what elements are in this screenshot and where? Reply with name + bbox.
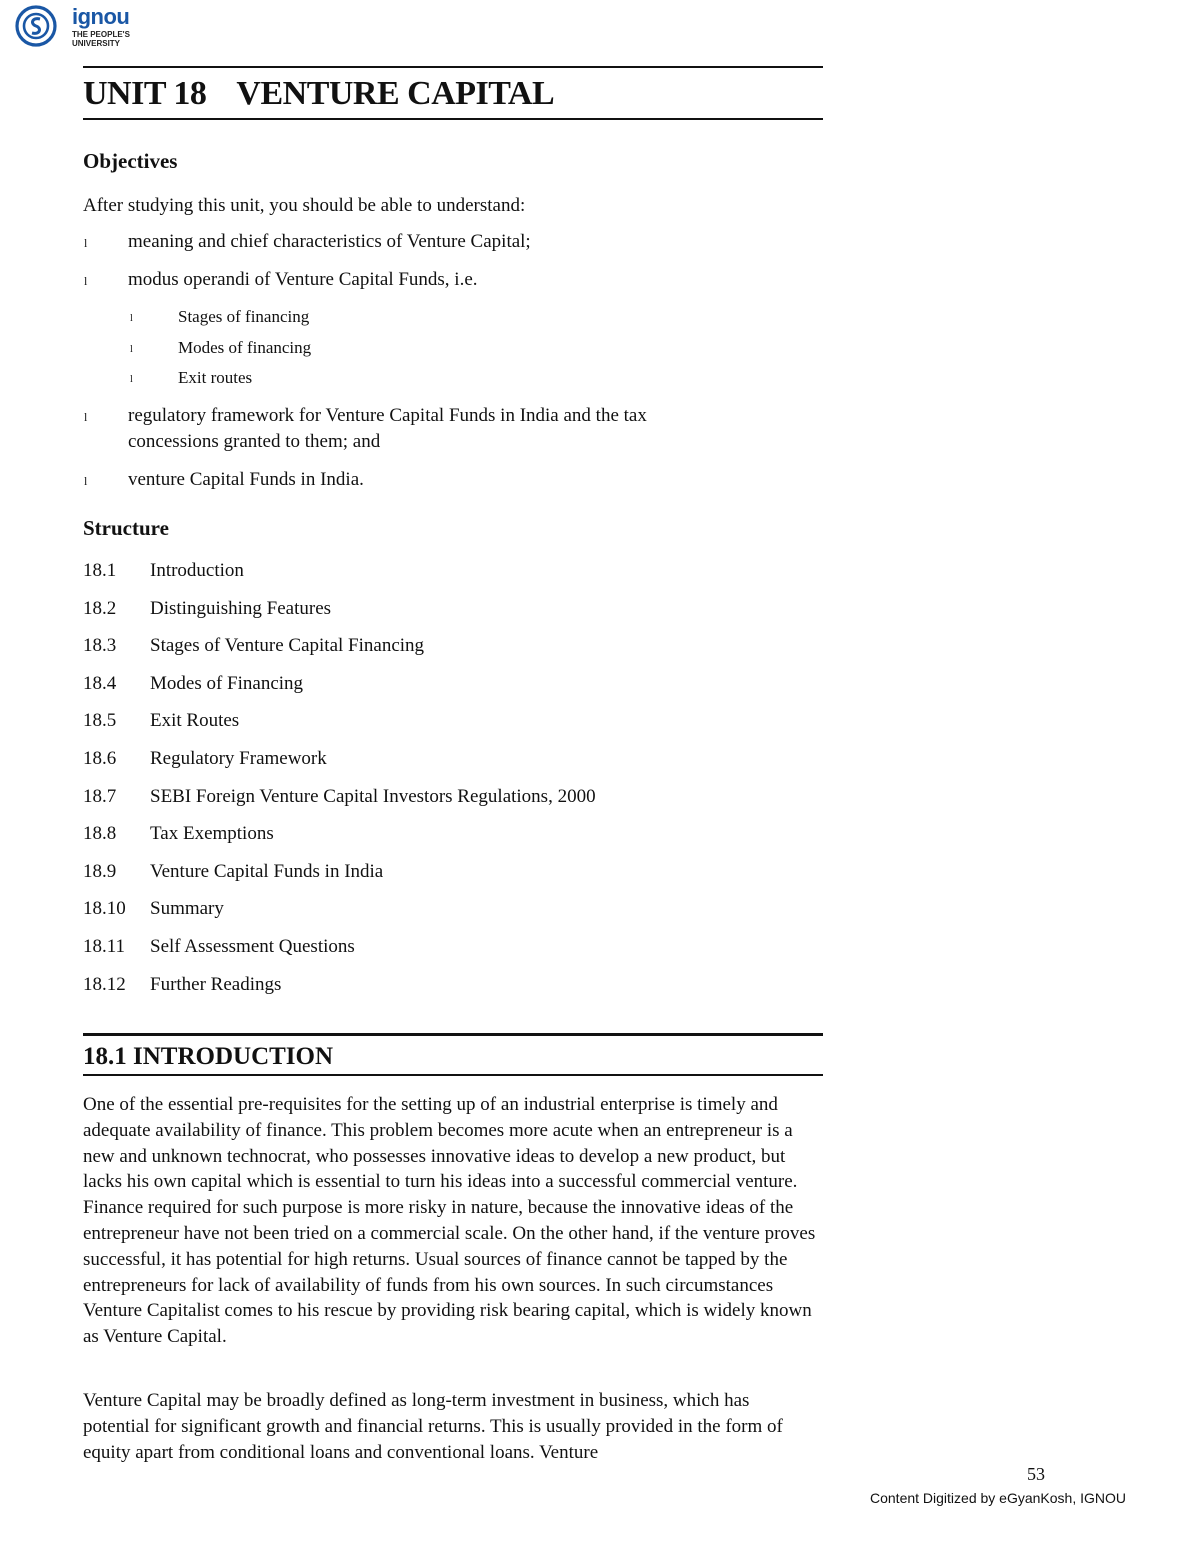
bullet-mark: l (84, 474, 88, 488)
structure-entry-title: SEBI Foreign Venture Capital Investors Regulations, 2000 (150, 786, 596, 807)
structure-entry-number: 18.4 (83, 673, 117, 694)
unit-title (83, 74, 554, 114)
page-number: 53 (1027, 1464, 1045, 1484)
ignou-emblem-icon (12, 4, 64, 48)
section-bottom-rule (83, 1074, 823, 1076)
title-top-rule (83, 66, 823, 68)
footer-credit: Content Digitized by eGyanKosh, IGNOU (870, 1490, 1127, 1506)
title-bottom-rule (83, 118, 823, 120)
structure-entry-number: 18.7 (83, 786, 117, 807)
sub-bullet-mark: l (130, 374, 133, 385)
logo-tagline-1: THE PEOPLE'S (72, 30, 130, 39)
objective-text: modus operandi of Venture Capital Funds, i.e. (128, 269, 478, 290)
objectives-intro: After studying this unit, you should be able to understand: (83, 195, 526, 216)
bullet-mark: l (84, 274, 88, 288)
sub-objective-text: Stages of financing (178, 307, 310, 326)
unit-name: VENTURE CAPITAL (236, 75, 555, 112)
structure-entry-number: 18.11 (83, 936, 126, 957)
structure-entry-title: Regulatory Framework (150, 748, 327, 769)
section-title: 18.1 INTRODUCTION (83, 1043, 334, 1070)
objective-text: venture Capital Funds in India. (128, 469, 364, 490)
objective-text: regulatory framework for Venture Capital Funds in India and the tax concessions granted to them; and (128, 405, 647, 452)
bullet-mark: l (84, 236, 88, 250)
structure-entry-number: 18.8 (83, 823, 117, 844)
structure-entry-title: Further Readings (150, 974, 282, 995)
structure-heading: Structure (83, 516, 169, 540)
sub-objective-text: Modes of financing (178, 338, 312, 357)
structure-entry-number: 18.5 (83, 710, 117, 731)
sub-bullet-mark: l (130, 344, 133, 355)
structure-entry-title: Self Assessment Questions (150, 936, 355, 957)
structure-entry-number: 18.6 (83, 748, 117, 769)
structure-entry-title: Venture Capital Funds in India (150, 861, 384, 882)
structure-entry-title: Introduction (150, 560, 244, 581)
ignou-logo (12, 4, 142, 48)
structure-entry-title: Summary (150, 898, 224, 919)
structure-entry-title: Stages of Venture Capital Financing (150, 635, 425, 656)
structure-entry-number: 18.10 (83, 898, 126, 919)
structure-entry-number: 18.12 (83, 974, 126, 995)
unit-number: UNIT 18 (83, 75, 207, 112)
objective-text: meaning and chief characteristics of Venture Capital; (128, 231, 531, 252)
structure-entry-number: 18.2 (83, 598, 117, 619)
objectives-heading: Objectives (83, 149, 178, 173)
sub-bullet-mark: l (130, 313, 133, 324)
structure-entry-title: Tax Exemptions (150, 823, 274, 844)
bullet-mark: l (84, 410, 88, 424)
structure-entry-number: 18.1 (83, 560, 117, 581)
logo-name: ignou (72, 4, 130, 29)
sub-objective-text: Exit routes (178, 368, 253, 387)
intro-paragraph-1: One of the essential pre-requisites for the setting up of an industrial enterprise is timely and adequate availability of finance. This problem becomes more acute when an entrepreneur is a new and unknown technocrat, who possesses innovative ideas to develop a new product, but lacks his own capital which is essential to turn his ideas into a successful commercial venture. Finance required for such purpose is more risky in nature, because the innovative ideas of the entrepreneur have not been tried on a commercial scale. On the other hand, if the venture proves successful, it has potential for high returns. Usual sources of finance cannot be tapped by the entrepreneurs for lack of availability of funds from his own sources. In such circumstances Venture Capitalist comes to his rescue by providing risk bearing capital, which is widely known as Venture Capital. (83, 1094, 816, 1348)
intro-paragraph-2: Venture Capital may be broadly defined as long-term investment in business, which has potential for significant growth and financial returns. This is usually provided in the form of equity apart from conditional loans and conventional loans. Venture (83, 1390, 783, 1463)
logo-tagline-2: UNIVERSITY (72, 39, 121, 48)
structure-entry-number: 18.3 (83, 635, 117, 656)
structure-entry-number: 18.9 (83, 861, 117, 882)
section-top-rule (83, 1033, 823, 1036)
structure-entry-title: Distinguishing Features (150, 598, 332, 619)
structure-entry-title: Exit Routes (150, 710, 240, 731)
structure-entry-title: Modes of Financing (150, 673, 304, 694)
